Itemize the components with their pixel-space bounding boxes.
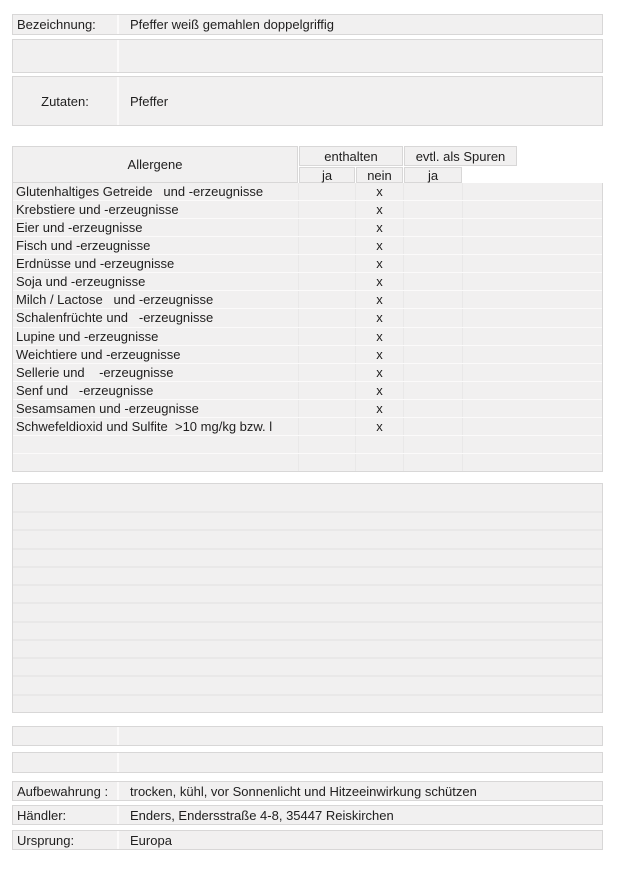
- enthalten-ja-mark: [298, 183, 355, 200]
- row-extra-cell: [462, 219, 602, 236]
- allergen-row: [13, 309, 602, 327]
- aufbewahrung-row: [12, 781, 603, 801]
- allergen-name: Weichtiere und -erzeugnisse: [16, 346, 181, 362]
- allergen-table-header-nein: nein: [356, 167, 403, 183]
- row-extra-cell: [462, 382, 602, 399]
- enthalten-nein-mark: x: [355, 273, 403, 290]
- bezeichnung-label: Bezeichnung:: [13, 15, 119, 34]
- spuren-ja-mark: [403, 400, 462, 417]
- spuren-ja-mark: [403, 328, 462, 345]
- empty-block-row: [13, 484, 602, 511]
- enthalten-ja-mark: [298, 309, 355, 326]
- empty-block-row: [13, 694, 602, 712]
- zutaten-label: Zutaten:: [13, 77, 119, 125]
- enthalten-nein-mark: [355, 454, 403, 471]
- empty-block-row: [13, 548, 602, 566]
- empty-row-bottom-2: [12, 752, 603, 773]
- allergen-table-header-allergene: Allergene: [12, 146, 298, 183]
- enthalten-ja-mark: [298, 454, 355, 471]
- allergen-row: [13, 219, 602, 237]
- enthalten-nein-mark: x: [355, 382, 403, 399]
- allergen-name: Lupine und -erzeugnisse: [16, 328, 159, 344]
- allergen-empty-row: [13, 436, 602, 454]
- allergen-name: Schwefeldioxid und Sulfite >10 mg/kg bzw. l: [16, 418, 273, 434]
- empty-block-row: [13, 566, 602, 584]
- spuren-ja-mark: [403, 291, 462, 308]
- empty-block-row: [13, 602, 602, 620]
- spuren-ja-mark: [403, 418, 462, 435]
- zutaten-value: Pfeffer: [130, 93, 169, 109]
- allergen-name: Sesamsamen und -erzeugnisse: [16, 400, 199, 416]
- ursprung-row: [12, 830, 603, 850]
- enthalten-nein-mark: x: [355, 328, 403, 345]
- zutaten-row: [12, 76, 603, 126]
- spuren-ja-mark: [403, 346, 462, 363]
- empty-value-cell: [119, 753, 602, 772]
- enthalten-nein-mark: x: [355, 346, 403, 363]
- allergen-name: Eier und -erzeugnisse: [16, 220, 143, 236]
- allergen-row: [13, 346, 602, 364]
- empty-block-row: [13, 621, 602, 639]
- haendler-label: Händler:: [13, 806, 119, 824]
- spuren-ja-mark: [403, 382, 462, 399]
- empty-label-cell: [13, 40, 119, 72]
- spuren-ja-mark: [403, 183, 462, 200]
- enthalten-ja-mark: [298, 291, 355, 308]
- enthalten-nein-mark: x: [355, 400, 403, 417]
- aufbewahrung-value: trocken, kühl, vor Sonnenlicht und Hitzeeinwirkung schützen: [130, 783, 477, 799]
- enthalten-ja-mark: [298, 382, 355, 399]
- allergen-name: Fisch und -erzeugnisse: [16, 238, 151, 254]
- enthalten-ja-mark: [298, 237, 355, 254]
- empty-row-bottom-1: [12, 726, 603, 746]
- row-extra-cell: [462, 309, 602, 326]
- aufbewahrung-label: Aufbewahrung :: [13, 782, 119, 800]
- enthalten-nein-mark: x: [355, 291, 403, 308]
- row-extra-cell: [462, 201, 602, 218]
- bezeichnung-row: [12, 14, 603, 35]
- row-extra-cell: [462, 255, 602, 272]
- empty-block-row: [13, 511, 602, 529]
- row-extra-cell: [462, 273, 602, 290]
- allergen-row: [13, 255, 602, 273]
- allergen-table: [12, 146, 603, 472]
- enthalten-nein-mark: x: [355, 255, 403, 272]
- allergen-row: [13, 418, 602, 436]
- row-extra-cell: [462, 237, 602, 254]
- enthalten-nein-mark: x: [355, 364, 403, 381]
- allergen-table-header-ja: ja: [299, 167, 355, 183]
- spuren-ja-mark: [403, 237, 462, 254]
- enthalten-nein-mark: x: [355, 183, 403, 200]
- enthalten-nein-mark: [355, 436, 403, 453]
- allergen-name: [13, 436, 298, 453]
- allergen-table-header-spuren: evtl. als Spuren: [404, 146, 517, 166]
- enthalten-nein-mark: x: [355, 237, 403, 254]
- enthalten-ja-mark: [298, 255, 355, 272]
- empty-block-row: [13, 675, 602, 693]
- allergen-table-header-spuren-ja: ja: [404, 167, 462, 183]
- enthalten-nein-mark: x: [355, 201, 403, 218]
- allergen-row: [13, 364, 602, 382]
- bezeichnung-value: Pfeffer weiß gemahlen doppelgriffig: [130, 17, 335, 32]
- allergen-table-header-enthalten: enthalten: [299, 146, 403, 166]
- enthalten-ja-mark: [298, 418, 355, 435]
- allergen-name: Soja und -erzeugnisse: [16, 274, 146, 290]
- row-extra-cell: [462, 328, 602, 345]
- row-extra-cell: [462, 183, 602, 200]
- spuren-ja-mark: [403, 255, 462, 272]
- empty-block-row: [13, 584, 602, 602]
- empty-row-top: [12, 39, 603, 73]
- enthalten-ja-mark: [298, 400, 355, 417]
- row-extra-cell: [462, 291, 602, 308]
- row-extra-cell: [462, 400, 602, 417]
- allergen-row: [13, 291, 602, 309]
- row-extra-cell: [462, 436, 602, 453]
- ursprung-value: Europa: [130, 832, 172, 848]
- enthalten-nein-mark: x: [355, 418, 403, 435]
- spuren-ja-mark: [403, 364, 462, 381]
- spuren-ja-mark: [403, 309, 462, 326]
- spuren-ja-mark: [403, 273, 462, 290]
- allergen-row: [13, 273, 602, 291]
- allergen-name: Sellerie und -erzeugnisse: [16, 364, 174, 380]
- spuren-ja-mark: [403, 436, 462, 453]
- allergen-name: Milch / Lactose und -erzeugnisse: [16, 292, 214, 308]
- allergen-row: [13, 400, 602, 418]
- ursprung-label: Ursprung:: [13, 831, 119, 849]
- allergen-row: [13, 183, 602, 201]
- allergen-row: [13, 382, 602, 400]
- allergen-row: [13, 328, 602, 346]
- enthalten-ja-mark: [298, 201, 355, 218]
- enthalten-nein-mark: x: [355, 309, 403, 326]
- allergen-name: Schalenfrüchte und -erzeugnisse: [16, 310, 214, 326]
- haendler-value: Enders, Endersstraße 4-8, 35447 Reiskirchen: [130, 807, 394, 823]
- empty-label-cell: [13, 727, 119, 745]
- spuren-ja-mark: [403, 219, 462, 236]
- enthalten-ja-mark: [298, 328, 355, 345]
- empty-label-cell: [13, 753, 119, 772]
- row-extra-cell: [462, 346, 602, 363]
- spuren-ja-mark: [403, 454, 462, 471]
- empty-block-row: [13, 529, 602, 547]
- enthalten-ja-mark: [298, 364, 355, 381]
- allergen-name: Erdnüsse und -erzeugnisse: [16, 256, 175, 272]
- enthalten-ja-mark: [298, 436, 355, 453]
- enthalten-ja-mark: [298, 273, 355, 290]
- empty-value-cell: [119, 40, 602, 72]
- allergen-name: Krebstiere und -erzeugnisse: [16, 202, 179, 218]
- row-extra-cell: [462, 364, 602, 381]
- allergen-row: [13, 201, 602, 219]
- enthalten-ja-mark: [298, 346, 355, 363]
- row-extra-cell: [462, 454, 602, 471]
- allergen-empty-row: [13, 454, 602, 471]
- allergen-name: Glutenhaltiges Getreide und -erzeugnisse: [16, 184, 264, 200]
- row-extra-cell: [462, 418, 602, 435]
- spuren-ja-mark: [403, 201, 462, 218]
- empty-notes-block: [12, 483, 603, 713]
- allergen-row: [13, 237, 602, 255]
- enthalten-ja-mark: [298, 219, 355, 236]
- empty-block-row: [13, 639, 602, 657]
- allergen-name: [13, 454, 298, 471]
- allergen-rows: [12, 183, 603, 472]
- allergen-name: Senf und -erzeugnisse: [16, 382, 154, 398]
- haendler-row: [12, 805, 603, 825]
- enthalten-nein-mark: x: [355, 219, 403, 236]
- empty-value-cell: [119, 727, 602, 745]
- empty-block-row: [13, 657, 602, 675]
